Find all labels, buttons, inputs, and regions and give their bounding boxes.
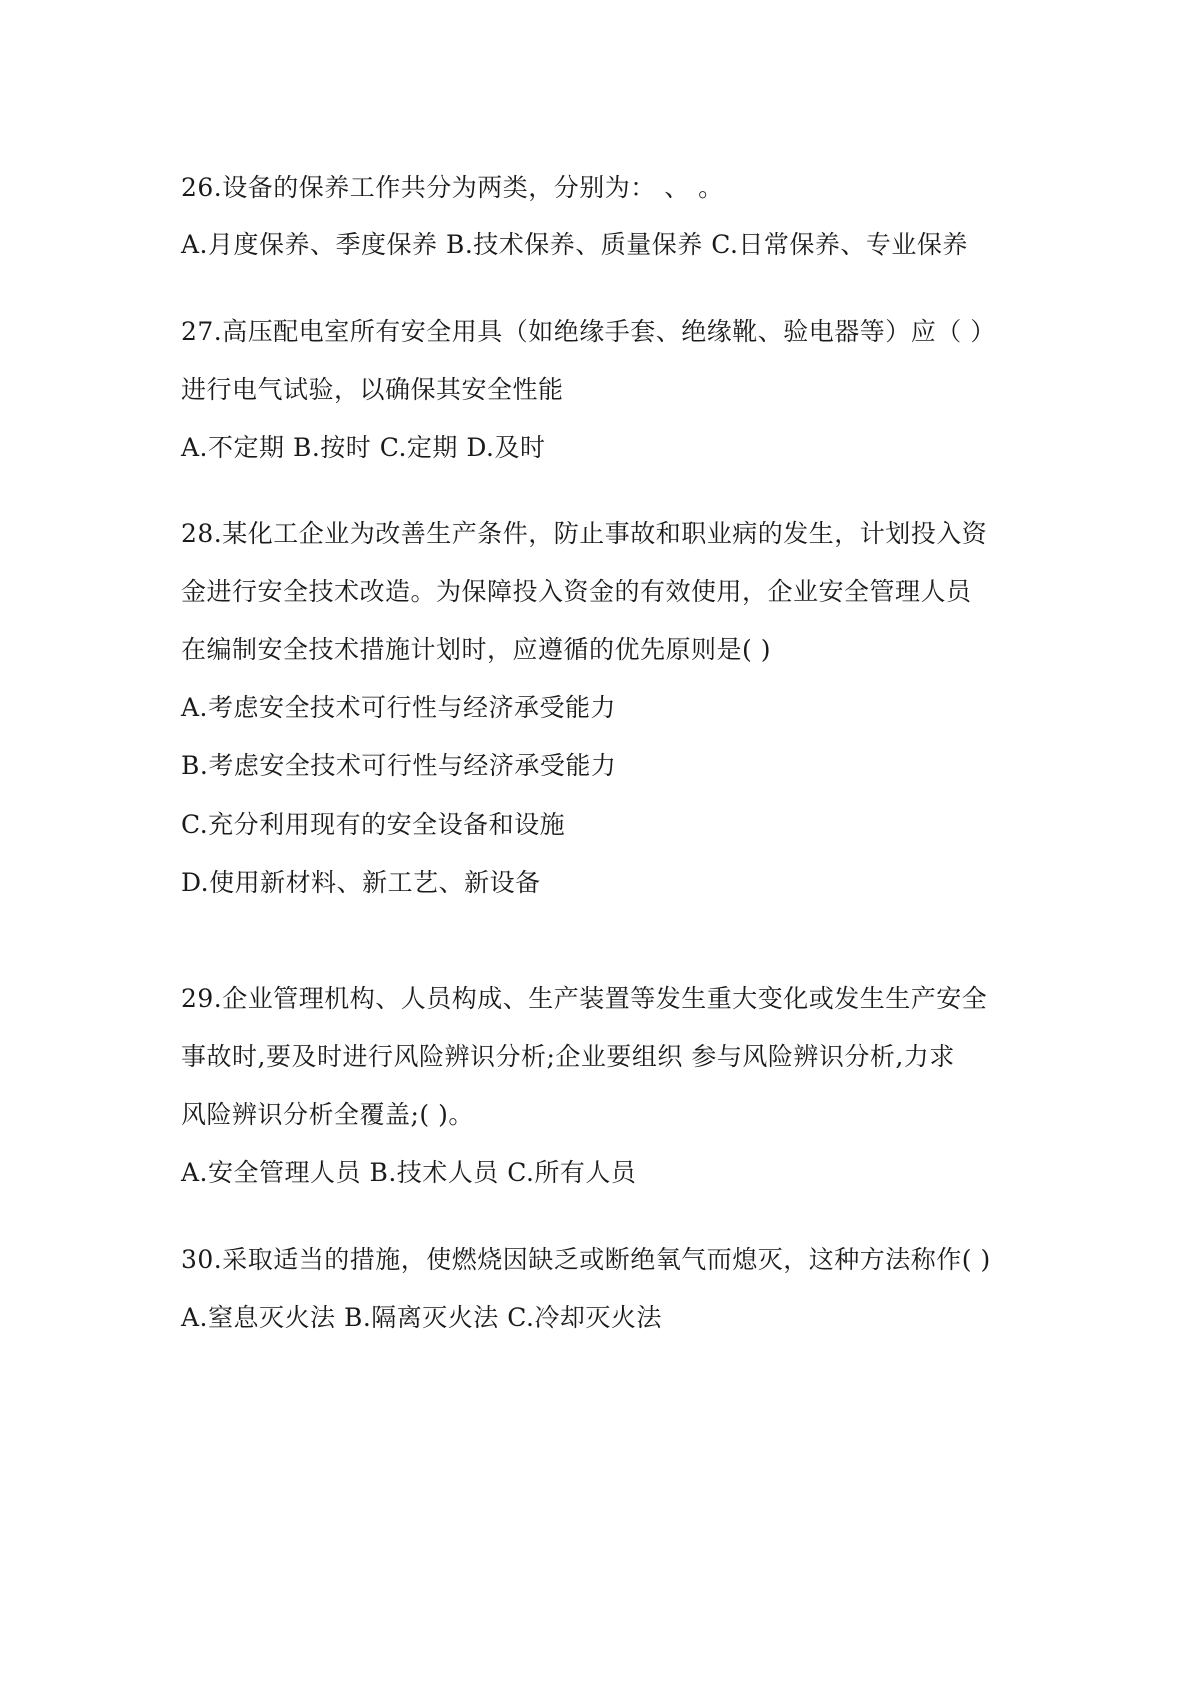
question-30-options: A.窒息灭火法 B.隔离灭火法 C.冷却灭火法 (181, 1303, 662, 1332)
question-28-option-a: A.考虑安全技术可行性与经济承受能力 (181, 693, 617, 722)
question-26-stem-line-1: 26.设备的保养工作共分为两类，分别为： 、 。 (181, 173, 724, 202)
question-29-stem-line-3: 风险辨识分析全覆盖;( )。 (181, 1100, 474, 1129)
question-27-stem-line-2: 进行电气试验，以确保其安全性能 (181, 375, 564, 404)
question-28-stem-line-2: 金进行安全技术改造。为保障投入资金的有效使用，企业安全管理人员 (181, 577, 972, 606)
question-28-option-c: C.充分利用现有的安全设备和设施 (181, 810, 566, 839)
question-27-stem-line-1: 27.高压配电室所有安全用具（如绝缘手套、绝缘靴、验电器等）应（ ） (181, 317, 996, 346)
question-28-option-d: D.使用新材料、新工艺、新设备 (181, 868, 541, 897)
question-27-options: A.不定期 B.按时 C.定期 D.及时 (181, 433, 546, 462)
question-28-option-b: B.考虑安全技术可行性与经济承受能力 (181, 751, 617, 780)
question-28-stem-line-3: 在编制安全技术措施计划时，应遵循的优先原则是( ) (181, 635, 771, 664)
question-26-options: A.月度保养、季度保养 B.技术保养、质量保养 C.日常保养、专业保养 (181, 230, 968, 259)
question-29-stem-line-1: 29.企业管理机构、人员构成、生产装置等发生重大变化或发生生产安全 (181, 984, 988, 1013)
question-29-options: A.安全管理人员 B.技术人员 C.所有人员 (181, 1158, 637, 1187)
question-30-stem-line-1: 30.采取适当的措施，使燃烧因缺乏或断绝氧气而熄灭，这种方法称作( ) (181, 1245, 991, 1274)
question-29-stem-line-2: 事故时,要及时进行风险辨识分析;企业要组织 参与风险辨识分析,力求 (181, 1042, 955, 1071)
question-28-stem-line-1: 28.某化工企业为改善生产条件，防止事故和职业病的发生，计划投入资 (181, 519, 988, 548)
